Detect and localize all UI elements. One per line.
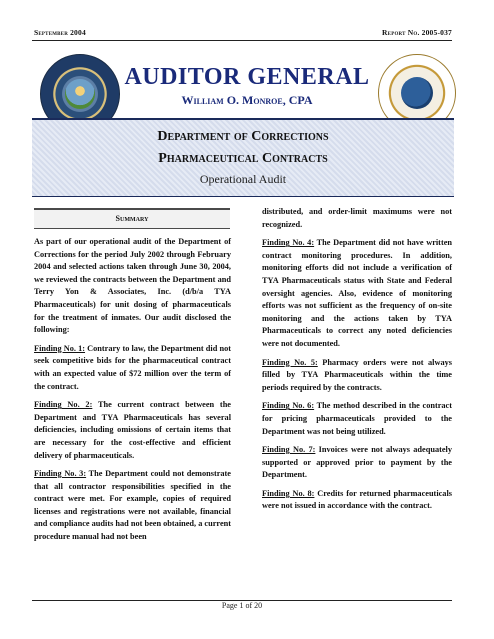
summary-intro: As part of our operational audit of the Department of Corrections for the period July 2002 through February 2004 and selected actions taken through June 30, 2004, we reviewed the contracts between the Department and Terry Yon & Associates, Inc. (d/b/a TYA Pharmaceuticals) for unit dosing of pharmaceuticals for the treatment of inmates. Our audit disclosed the following: [34,237,231,335]
right-column [262,206,452,519]
finding-text: The Department could not demonstrate that all contractor responsibilities specified in the contract were met. For example, copies of required licenses and registrations were not available, financial and compliance audits had not been obtained, a current procedure manual had not been [34,469,231,542]
finding-6 [262,400,452,438]
finding-5 [262,357,452,395]
left-column [34,236,231,550]
report-number: Report No. 2005-037 [382,28,452,37]
finding-7 [262,444,452,482]
finding-label: Finding No. 6: [262,401,315,411]
finding-text: The Department did not have written contract monitoring procedures. In addition, monitoring efforts did not include a verification of TYA Pharmaceuticals status with State and Federal oversight agencies. Also, evidence of monitoring efforts was not sufficient as the frequency of on-site monitoring and the actions taken by TYA Pharmaceuticals to correct any noted deficiencies were not documented. [262,238,453,348]
audit-type: Operational Audit [199,172,287,186]
finding-label: Finding No. 3: [34,469,87,479]
masthead-title: AUDITOR GENERAL [124,64,370,90]
department-title: Department of Corrections [157,129,329,144]
finding-label: Finding No. 1: [34,343,86,353]
finding-text: Credits for returned pharmaceuticals were not issued in accordance with the contract. [262,488,452,511]
finding-label: Finding No. 4: [262,238,315,248]
subject-title: Pharmaceutical Contracts [158,151,328,166]
finding-3-continuation: distributed, and order-limit maximums were not recognized. [262,207,452,229]
summary-heading: Summary [34,208,230,229]
finding-label: Finding No. 2: [34,400,93,410]
finding-label: Finding No. 5: [262,357,318,367]
finding-text: The method described in the contract for pricing pharmaceuticals provided to the Department was not being utilized. [262,401,452,436]
finding-text: Invoices were not always adequately supported or approved prior to payment by the Department. [262,445,452,480]
finding-3 [34,468,231,544]
finding-4 [262,237,452,350]
header-rule [32,40,452,41]
finding-text: Contrary to law, the Department did not seek competitive bids for the pharmaceutical contract with an expected value of $72 million over the term of the contract. [34,343,231,391]
page-number: Page 1 of 20 [221,601,263,610]
finding-label: Finding No. 7: [262,445,316,455]
finding-1 [34,343,231,393]
finding-8 [262,488,452,513]
report-date: September 2004 [34,28,86,37]
finding-text: Pharmacy orders were not always filled by TYA Pharmaceuticals within the time periods required by the contracts. [262,357,452,392]
auditor-name: William O. Monroe, CPA [181,93,313,107]
finding-label: Finding No. 8: [262,488,315,498]
finding-text: The current contract between the Department and TYA Pharmaceuticals has several deficiencies, including omissions of certain items that are necessary for the cost-effective and efficient delivery of pharmaceuticals. [34,400,231,460]
finding-2 [34,399,231,462]
